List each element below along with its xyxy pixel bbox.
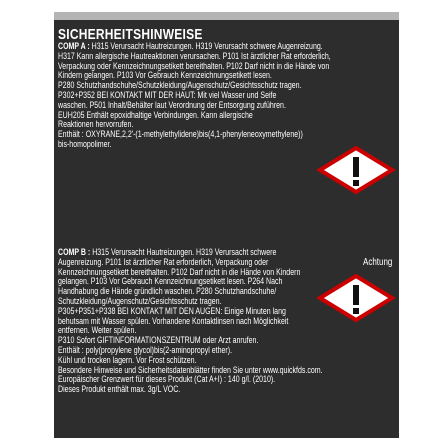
comp-a-line: H315 Verursacht Hautreizungen. H319 Verursacht schwere Augenreizung. [91,41,323,51]
comp-a-text [58,41,331,150]
comp-b-line: behutsam mit Wasser spülen. Vorhandene Kontaktlinsen nach Möglichkeit [58,315,289,326]
comp-a-line: waschen. P501 Inhalt/Behälter laut Verordnung der Entsorgung zuführen. [58,99,286,110]
comp-a-line: P280 Schutzhandschuhe/Schutzkleidung/Augenschutz/Gesichtsschutz tragen. [58,80,302,91]
comp-b-text [58,247,323,395]
comp-b-line: Augenreizung. P101 Ist ärztlicher Rat erforderlich, Verpackung oder [58,256,269,267]
comp-b-line: P310 Sofort GIFTINFORMATIONSZENTRUM oder Arzt anrufen. [58,335,259,346]
label-title: SICHERHEITSHINWEISE [58,26,203,43]
safety-label [54,12,399,438]
comp-a-line: Verpackung oder Kennzeichnungsetikett bereithalten. P102 Darf nicht in die Hände von [58,60,330,71]
comp-a-line: Reaktionen hervorrufen. [58,119,134,130]
comp-b-line: Enthält : poly(propylene glycol)bis(2-aminopropyl ether). [58,344,233,355]
comp-b-line: Kühl und trocken lagern. Vor Frost schützen. [58,354,197,365]
comp-b-line: Kennzeichnungsetikett bereithalten. P102 Darf nicht in die Hände von Kindern [58,266,301,277]
comp-b-line: gelangen. P103 Vor Gebrauch Kennzeichnungsetikett lesen. P264 Nach [58,276,283,287]
comp-b-line: H315 Verursacht Hautreizungen. H319 Verursacht schwere [92,247,277,257]
comp-a-line: Kindern gelangen. P103 Vor Gebrauch Kennzeichnungsetikett lesen. [58,70,272,81]
comp-b-line: Schutzkleidung/Augenschutz/Gesichtsschutz tragen. [58,295,222,306]
comp-b-line: Besondere Hinweise und Sicherheitsdatenblätter finden Sie unter www.quickfds.com. [58,364,323,375]
comp-b-line: Handhabung die Hände gründlich waschen. P280 Schutzhandschuhe/ [58,286,277,297]
comp-b-line: Dieses Produkt enthält max. 3g/L VOC. [58,384,181,395]
comp-b-label: COMP B : [58,247,91,257]
top-band [54,12,399,20]
comp-b-line: entfernen. Weiter spülen. [58,325,137,336]
signal-word: Achtung [363,257,393,268]
comp-b-line: P305+P351+P338 BEI KONTAKT MIT DEN AUGEN: Einige Minuten lang [58,305,286,316]
comp-b-line: Europäischer Grenzwert für dieses Produkt (Cat A+I) : 140 g/l. (2010). [58,374,276,385]
comp-a-line: bis-homopolimer. [58,138,112,149]
exclamation-mark-pictogram-icon [316,274,396,322]
comp-a-label: COMP A : [58,41,90,51]
comp-a-line: P302+P352 BEI KONTAKT MIT DER HAUT: Mit viel Wasser und Seife [58,89,277,100]
comp-a-line: Enthält : OXYRANE,2,2'-(1-methylethylidene)bis(4,1-phenyleneoxymethylene)) [58,129,303,140]
comp-a-line: H317 Kann allergische Hautreaktionen verursachen. P101 Ist ärztlicher Rat erforderlich, [58,50,331,61]
comp-a-line: EUH205 Enthält epoxidhaltige Verbindungen. Kann allergische [58,109,253,120]
exclamation-mark-pictogram-icon [316,146,396,194]
